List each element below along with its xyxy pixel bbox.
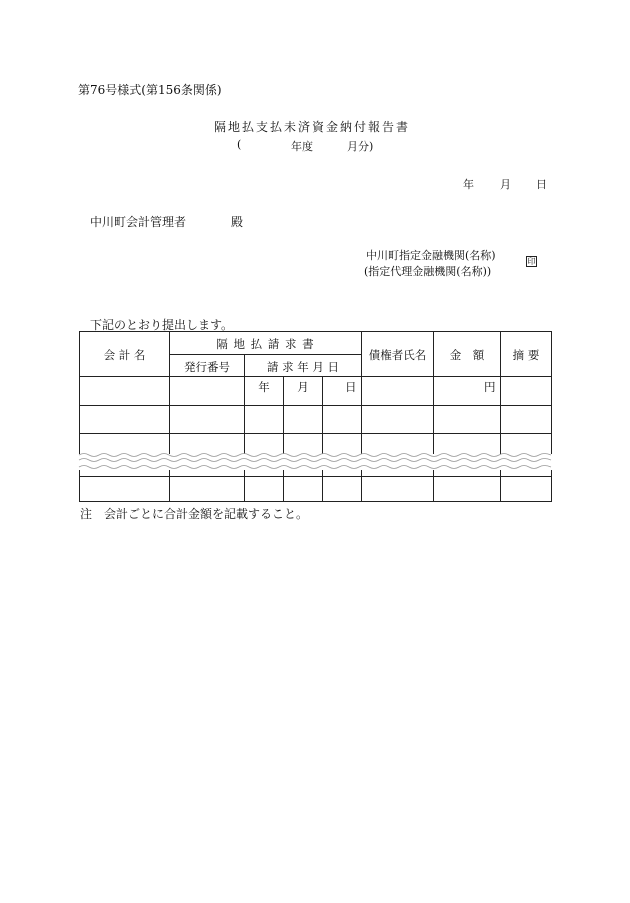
- period-month: 月分): [347, 140, 374, 153]
- col-creditor-name: 債権者氏名: [368, 348, 427, 362]
- col-issue-number: 発行番号: [184, 360, 230, 374]
- row-yen-unit: 円: [484, 380, 496, 394]
- intro-text: 下記のとおり提出します。: [90, 318, 234, 332]
- col-account-name: 会 計 名: [103, 348, 146, 362]
- row-date-day-unit: 日: [345, 380, 357, 394]
- row-date-month-unit: 月: [297, 380, 309, 394]
- addressee-honorific: 殿: [231, 215, 244, 229]
- submitter-designated-bank: 中川町指定金融機関(名称): [366, 249, 496, 262]
- form-number: 第76号様式(第156条関係): [78, 83, 222, 97]
- col-remarks: 摘 要: [512, 348, 540, 362]
- col-request-date: 請 求 年 月 日: [266, 360, 340, 374]
- row-date-year-unit: 年: [258, 380, 270, 394]
- submitter-agent-bank: (指定代理金融機関(名称)): [364, 265, 492, 278]
- group-header-remittance-request: 隔 地 払 請 求 書: [216, 337, 315, 351]
- period-fiscal-year: 年度: [291, 140, 313, 153]
- period-open-paren: (: [237, 138, 242, 151]
- seal-mark: 印: [527, 257, 536, 266]
- col-amount: 金 額: [449, 348, 485, 362]
- document-title: 隔地払支払未済資金納付報告書: [214, 120, 411, 134]
- date-year: 年: [463, 178, 474, 191]
- footnote: 注 会計ごとに合計金額を記載すること。: [80, 507, 309, 521]
- date-month: 月: [500, 178, 511, 191]
- date-day: 日: [536, 178, 547, 191]
- addressee-name: 中川町会計管理者: [90, 215, 187, 229]
